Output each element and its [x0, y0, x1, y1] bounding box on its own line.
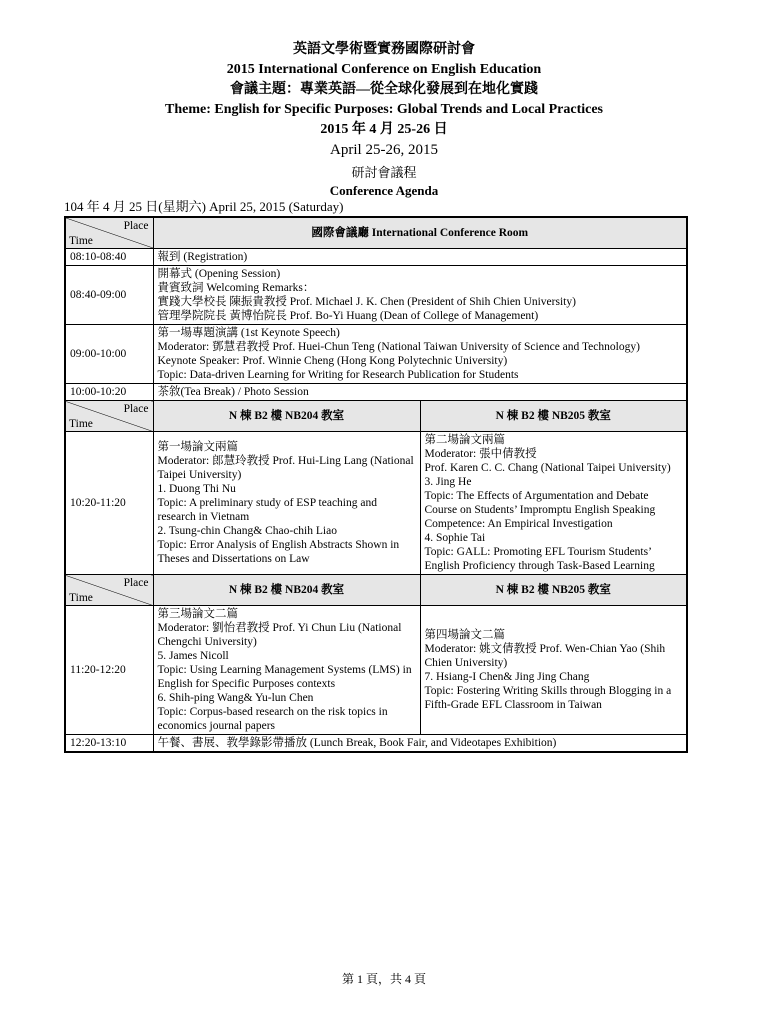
time-label: Time: [69, 235, 93, 247]
session-line: Topic: Using Learning Management Systems (LMS) in English for Specific Purposes contexts: [157, 664, 412, 690]
title-zh: 英語文學術暨實務國際研討會: [293, 42, 475, 57]
session-line: 5. James Nicoll: [157, 650, 229, 662]
session-line: Topic: GALL: Promoting EFL Tourism Students’ English Proficiency through Task-Based Learning: [424, 546, 655, 572]
session-line: Moderator: 鄧慧君教授 Prof. Huei-Chun Teng (National Taiwan University of Science and Technology): [157, 341, 640, 353]
session-line: 2. Tsung-chin Chang& Chao-chih Liao: [157, 525, 337, 537]
title-en: 2015 International Conference on English Education: [226, 62, 542, 77]
session-line: 貴賓致詞 Welcoming Remarks：: [157, 282, 315, 294]
session-line: Topic: A preliminary study of ESP teaching and research in Vietnam: [157, 497, 377, 523]
session-line: Keynote Speaker: Prof. Winnie Cheng (Hong Kong Polytechnic University): [157, 355, 508, 367]
session-cell: [153, 384, 687, 401]
agenda-heading-en: Conference Agenda: [329, 183, 439, 198]
session-line: 第四場論文二篇: [424, 629, 505, 641]
table-row: [65, 325, 687, 384]
date-zh: 2015 年 4 月 25-26 日: [320, 122, 448, 137]
session-line: 6. Shih-ping Wang& Yu-lun Chen: [157, 692, 314, 704]
room-a-header: N 棟 B2 樓 NB204 教室: [153, 401, 420, 432]
session-line: Topic: The Effects of Argumentation and Debate Course on Students’ Impromptu English Speaking Competence: An Empirical Investigation: [424, 490, 656, 530]
header-row-main: [65, 217, 687, 249]
session-line: 4. Sophie Tai: [424, 532, 486, 544]
session-line: 實踐大學校長 陳振貴教授 Prof. Michael J. K. Chen (President of Shih Chien University): [157, 296, 576, 308]
session-cell: [153, 325, 687, 384]
time-cell: 11:20-12:20: [65, 606, 153, 735]
table-row: [65, 266, 687, 325]
session-line: Topic: Error Analysis of English Abstracts Shown in Theses and Dissertations on Law: [157, 539, 400, 565]
session-line: Topic: Corpus-based research on the risk topics in economics journal papers: [157, 706, 388, 732]
page-footer: 第 1 頁，共 4 頁: [341, 972, 426, 986]
session-line: 第一場專題演講 (1st Keynote Speech): [157, 327, 340, 339]
session-line: Prof. Karen C. C. Chang (National Taipei University): [424, 462, 671, 474]
session-line: 茶敘(Tea Break) / Photo Session: [157, 386, 309, 398]
time-cell: 10:00-10:20: [65, 384, 153, 401]
session-cell-a: [153, 432, 420, 575]
session-line: Moderator: 姚文倩教授 Prof. Wen-Chian Yao (Shih Chien University): [424, 643, 666, 669]
session-cell: [153, 266, 687, 325]
session-line: Moderator: 郎慧玲教授 Prof. Hui-Ling Lang (National Taipei University): [157, 455, 414, 481]
session-line: 1. Duong Thi Nu: [157, 483, 236, 495]
place-label: Place: [123, 577, 149, 589]
header-row-rooms: [65, 575, 687, 606]
time-cell: 09:00-10:00: [65, 325, 153, 384]
agenda-table: [64, 216, 688, 753]
time-cell: 08:10-08:40: [65, 249, 153, 266]
room-a-header: N 棟 B2 樓 NB204 教室: [153, 575, 420, 606]
session-line: 第二場論文兩篇: [424, 434, 505, 446]
time-label: Time: [69, 418, 93, 430]
place-label: Place: [123, 220, 149, 232]
session-line: Moderator: 張中倩教授: [424, 448, 537, 460]
time-cell: 08:40-09:00: [65, 266, 153, 325]
session-line: 開幕式 (Opening Session): [157, 268, 281, 280]
table-row: [65, 384, 687, 401]
session-cell-b: [420, 606, 687, 735]
room-b-header: N 棟 B2 樓 NB205 教室: [420, 575, 687, 606]
agenda-heading-zh: 研討會議程: [351, 165, 417, 180]
agenda-heading: [0, 164, 768, 200]
session-line: Topic: Fostering Writing Skills through Blogging in a Fifth-Grade EFL Classroom in Taiwan: [424, 685, 672, 711]
table-row: [65, 432, 687, 575]
time-label: Time: [69, 592, 93, 604]
lunch-cell: 午餐、書展、教學錄影帶播放 (Lunch Break, Book Fair, and Videotapes Exhibition): [153, 735, 687, 753]
time-cell: 12:20-13:10: [65, 735, 153, 753]
main-room-header: 國際會議廳 International Conference Room: [153, 217, 687, 249]
session-line: 報到 (Registration): [157, 251, 248, 263]
session-line: 第三場論文二篇: [157, 608, 238, 620]
table-row: [65, 735, 687, 753]
session-cell-b: [420, 432, 687, 575]
session-line: 7. Hsiang-I Chen& Jing Jing Chang: [424, 671, 590, 683]
day-line: 104 年 4 月 25 日(星期六) April 25, 2015 (Saturday): [64, 199, 344, 214]
theme-en: Theme: English for Specific Purposes: Global Trends and Local Practices: [164, 102, 604, 117]
document-header: [0, 40, 768, 160]
place-time-cell: [65, 575, 153, 606]
table-row: [65, 606, 687, 735]
place-time-cell: [65, 401, 153, 432]
place-label: Place: [123, 403, 149, 415]
session-cell-a: [153, 606, 420, 735]
room-b-header: N 棟 B2 樓 NB205 教室: [420, 401, 687, 432]
header-row-rooms: [65, 401, 687, 432]
session-line: 管理學院院長 黃博怡院長 Prof. Bo-Yi Huang (Dean of College of Management): [157, 310, 539, 322]
session-line: Topic: Data-driven Learning for Writing for Research Publication for Students: [157, 369, 519, 381]
time-cell: 10:20-11:20: [65, 432, 153, 575]
session-line: Moderator: 劉怡君教授 Prof. Yi Chun Liu (National Chengchi University): [157, 622, 402, 648]
date-en: April 25-26, 2015: [330, 142, 438, 158]
place-time-cell: [65, 217, 153, 249]
session-cell: [153, 249, 687, 266]
session-line: 第一場論文兩篇: [157, 441, 238, 453]
theme-zh: 會議主題：專業英語—從全球化發展到在地化實踐: [230, 82, 538, 97]
table-row: [65, 249, 687, 266]
session-line: 3. Jing He: [424, 476, 472, 488]
